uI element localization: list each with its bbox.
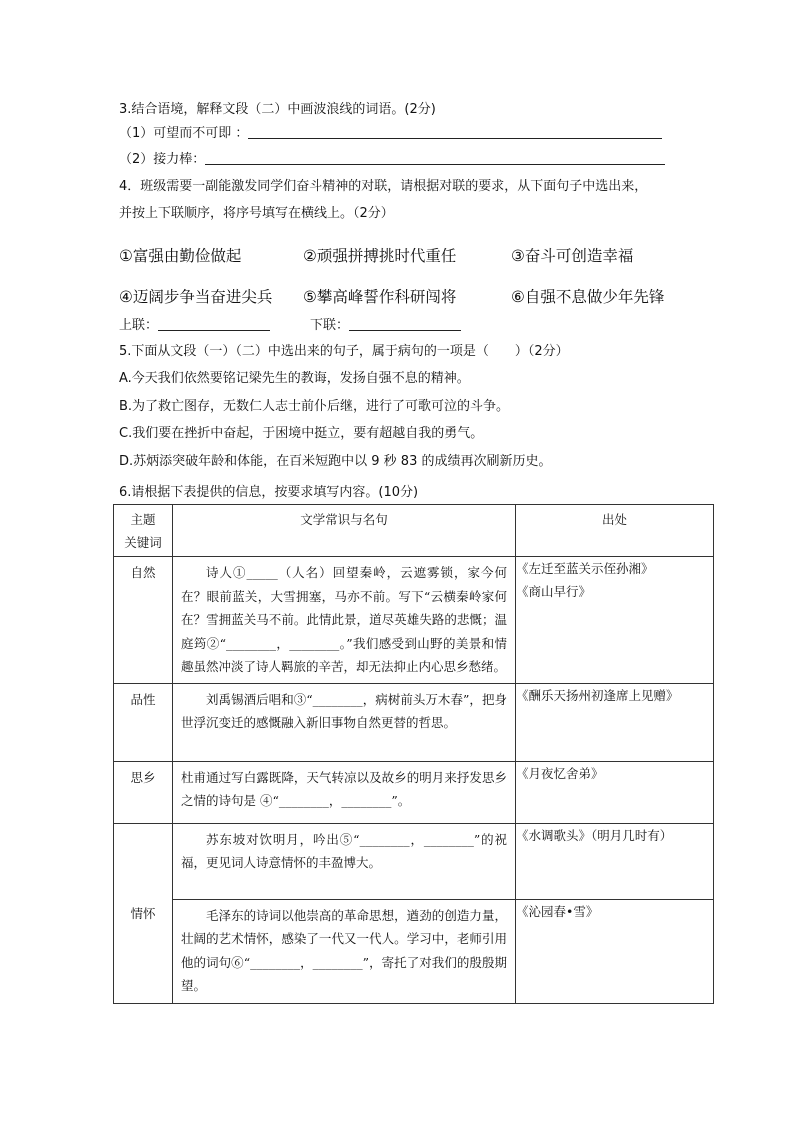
- q4-stem-line1: 4．班级需要一副能激发同学们奋斗精神的对联，请根据对联的要求，从下面句子中选出来，: [119, 179, 648, 194]
- theme-nature: 自然: [114, 557, 173, 684]
- q4-lower-answer-line[interactable]: [349, 316, 461, 331]
- q4-lower-label: 下联：: [310, 318, 350, 333]
- content-homesick: [173, 761, 516, 823]
- q4-option-3: ③奋斗可创造幸福: [511, 247, 634, 265]
- header-theme: [114, 505, 173, 557]
- source-nature-1: 《左迁至蓝关示侄孙湘》: [516, 561, 654, 576]
- q6-stem: 6.请根据下表提供的信息，按要求填写内容。(10分): [119, 485, 419, 500]
- table-row: [114, 761, 714, 823]
- source-character: 《酬乐天扬州初逢席上见赠》: [516, 683, 714, 761]
- content-feelings-2: [173, 899, 516, 1003]
- q5-stem: 5.下面从文段（一）（二）中选出来的句子，属于病句的一项是（ ）（2分）: [119, 344, 569, 359]
- table-row: [114, 557, 714, 684]
- header-theme-line2: 关键词: [124, 535, 162, 550]
- q3-item2-answer-line[interactable]: [205, 150, 665, 165]
- content-character: [173, 683, 516, 761]
- table-row: [114, 823, 714, 899]
- q3-item2-label: （2）接力棒：: [119, 152, 206, 167]
- q3-stem: 3.结合语境，解释文段（二）中画波浪线的词语。(2分): [119, 102, 436, 117]
- q5-choice-d: D.苏炳添突破年龄和体能，在百米短跑中以 9 秒 83 的成绩再次刷新历史。: [119, 454, 552, 469]
- q4-stem-line2: 并按上下联顺序，将序号填写在横线上。（2分）: [119, 206, 394, 221]
- header-content: 文学常识与名句: [173, 505, 516, 557]
- content-character-text: 刘禹锡酒后唱和③“________，病树前头万木春”，把身世浮沉变迁的感慨融入新旧事物自然更替的哲思。: [181, 691, 507, 730]
- q4-option-4: ④迈阔步争当奋进尖兵: [119, 288, 273, 306]
- table-row: [114, 683, 714, 761]
- literature-table: [113, 504, 714, 1004]
- q4-upper-answer-line[interactable]: [158, 316, 270, 331]
- source-feelings-1: 《水调歌头》（明月几时有）: [516, 823, 714, 899]
- q5-choice-b: B.为了救亡图存，无数仁人志士前仆后继，进行了可歌可泣的斗争。: [119, 399, 510, 414]
- source-nature-2: 《商山早行》: [516, 584, 592, 599]
- content-homesick-text: 杜甫通过写白露既降，天气转凉以及故乡的明月来抒发思乡之情的诗句是 ④“________，________”。: [181, 769, 507, 808]
- q3-item1-answer-line[interactable]: [248, 124, 662, 139]
- q4-upper-label: 上联：: [119, 318, 159, 333]
- source-homesick: 《月夜忆舍弟》: [516, 761, 714, 823]
- q3-item2: [119, 150, 665, 169]
- q3-item1: [119, 124, 662, 143]
- q4-option-5: ⑤攀高峰誓作科研闯将: [303, 288, 457, 306]
- theme-character: 品性: [114, 683, 173, 761]
- q4-option-1: ①富强由勤俭做起: [119, 247, 242, 265]
- table-row: [114, 899, 714, 1003]
- q3-item1-label: （1）可望而不可即 ：: [119, 126, 249, 141]
- content-feelings-2-text: 毛泽东的诗词以他崇高的革命思想，遒劲的创造力量，壮阔的艺术情怀，感染了一代又一代人。学习中，老师引用他的词句⑥“________，________”，寄托了对我们的殷殷期望。: [181, 907, 507, 993]
- q4-lower-couplet: [310, 316, 461, 335]
- header-source: 出处: [516, 505, 714, 557]
- q4-option-6: ⑥自强不息做少年先锋: [511, 288, 665, 306]
- source-nature: [516, 557, 714, 684]
- content-feelings-1-text: 苏东坡对饮明月，吟出⑤“________，________”的祝福，更见词人诗意情怀的丰盈博大。: [181, 831, 507, 870]
- q4-upper-couplet: [119, 316, 270, 335]
- content-nature: [173, 557, 516, 684]
- content-feelings-1: [173, 823, 516, 899]
- q5-choice-a: A.今天我们依然要铭记梁先生的教诲，发扬自强不息的精神。: [119, 371, 470, 386]
- source-feelings-2: 《沁园春•雪》: [516, 899, 714, 1003]
- theme-homesick: 思乡: [114, 761, 173, 823]
- content-nature-text: 诗人①_____（人名）回望秦岭，云遮雾锁，家今何在？眼前蓝关，大雪拥塞，马亦不前。写下“云横秦岭家何在？雪拥蓝关马不前。此情此景，道尽英雄失路的悲慨；温庭筠②“________，________。”我们感受到山野的美景和情趣虽然冲淡了诗人羁旅的辛苦，却无法抑止内心思乡愁绪。: [181, 565, 507, 674]
- table-header-row: [114, 505, 714, 557]
- q4-option-2: ②顽强拼搏挑时代重任: [303, 247, 457, 265]
- q5-choice-c: C.我们要在挫折中奋起，于困境中挺立，要有超越自我的勇气。: [119, 426, 484, 441]
- header-theme-line1: 主题: [130, 512, 156, 527]
- theme-feelings: 情怀: [114, 823, 173, 1003]
